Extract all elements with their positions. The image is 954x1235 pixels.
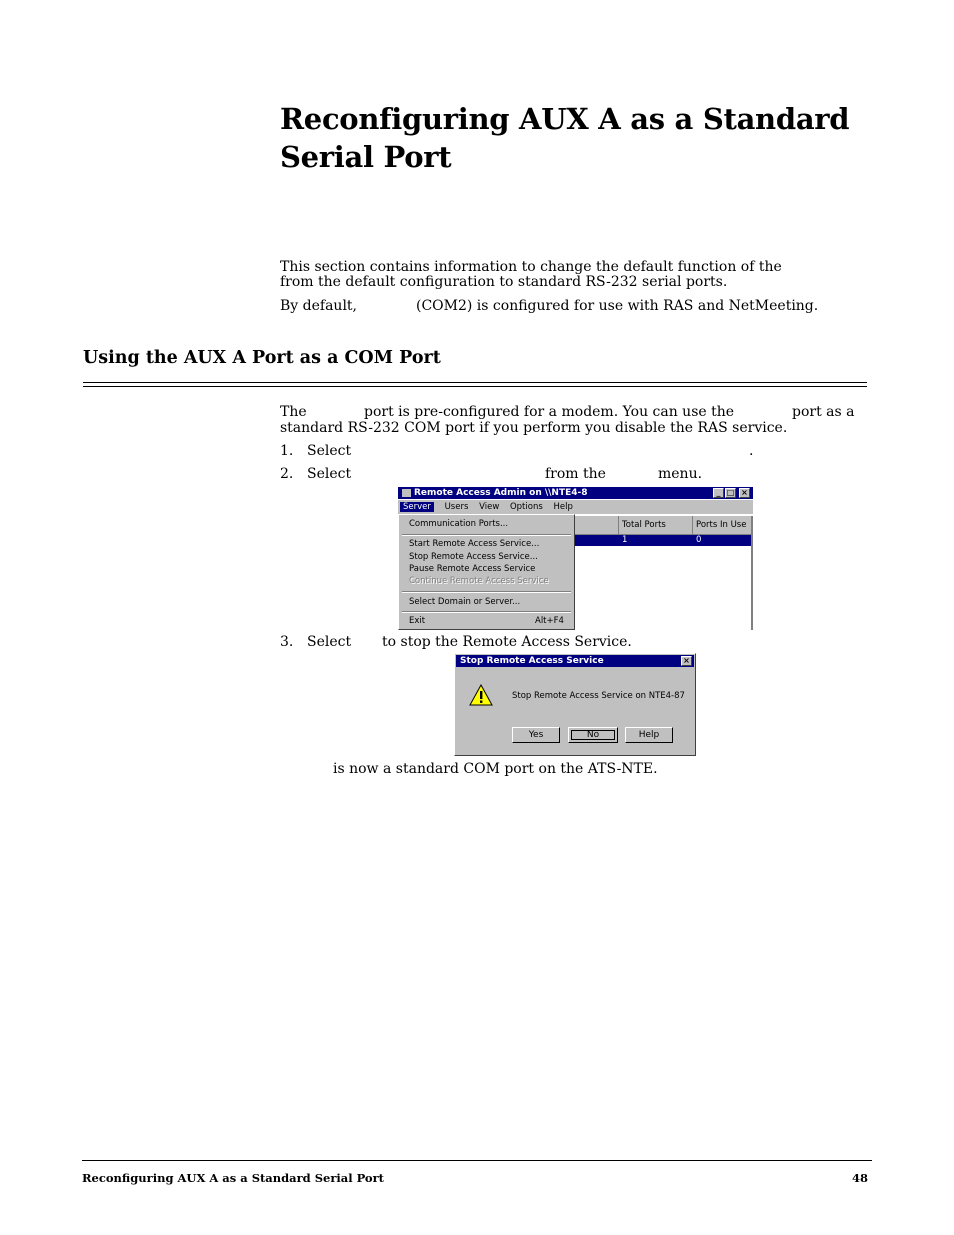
footer-rule: [82, 1160, 872, 1161]
step3-number: 3.: [280, 634, 294, 650]
menu-separator: [402, 591, 571, 593]
help-button[interactable]: Help: [625, 727, 673, 743]
menu-item-stop-ras[interactable]: Stop Remote Access Service...: [409, 552, 538, 562]
list-header: [568, 516, 753, 535]
minimize-icon[interactable]: _: [713, 488, 724, 498]
dialog-title: Stop Remote Access Service: [460, 656, 604, 666]
close-icon[interactable]: ×: [681, 656, 692, 666]
para-line2: standard RS-232 COM port if you perform you disable the RAS service.: [280, 420, 788, 436]
menu-item-select-domain[interactable]: Select Domain or Server...: [409, 597, 521, 607]
para-mid: port is pre-configured for a modem. You can use the: [364, 404, 735, 420]
step1-number: 1.: [280, 443, 294, 459]
step2-number: 2.: [280, 466, 294, 482]
conclusion-text: is now a standard COM port on the ATS-NTE.: [333, 761, 658, 777]
menu-view[interactable]: View: [479, 502, 500, 512]
page-title: [280, 100, 880, 176]
para-end: port as a: [792, 404, 855, 420]
maximize-icon[interactable]: □: [726, 488, 735, 497]
warning-icon: [469, 684, 493, 706]
default-prefix: By default,: [280, 298, 357, 314]
column-ports-in-use[interactable]: Ports In Use: [696, 520, 747, 530]
server-dropdown-menu: [398, 514, 575, 630]
step2-from: from the: [545, 466, 606, 482]
menu-item-exit-shortcut: Alt+F4: [535, 616, 564, 626]
row-total-ports: 1: [622, 535, 628, 545]
window-right-edge: [751, 516, 753, 630]
page-title-line1: Reconfiguring AUX A as a Standard: [280, 102, 850, 136]
admin-window-title: Remote Access Admin on \\NTE4-8: [414, 488, 588, 498]
stop-ras-dialog: [454, 653, 696, 756]
step1-text: Select: [307, 443, 352, 459]
no-button[interactable]: No: [568, 727, 618, 743]
menu-item-continue-ras: Continue Remote Access Service: [409, 576, 549, 586]
menu-help[interactable]: Help: [553, 502, 573, 512]
column-divider: [618, 516, 619, 534]
row-ports-in-use: 0: [696, 535, 702, 545]
dialog-message: Stop Remote Access Service on NTE4-87: [512, 691, 685, 701]
footer-section-title: Reconfiguring AUX A as a Standard Serial Port: [82, 1171, 384, 1185]
app-icon: [402, 489, 411, 497]
yes-button[interactable]: Yes: [512, 727, 560, 743]
page-number: 48: [852, 1171, 869, 1185]
step3-rest: to stop the Remote Access Service.: [382, 634, 632, 650]
column-total-ports[interactable]: Total Ports: [622, 520, 666, 530]
step1-period: .: [749, 443, 754, 459]
section-heading: Using the AUX A Port as a COM Port: [83, 348, 441, 368]
page-title-line2: Serial Port: [280, 140, 452, 174]
para-the: The: [280, 404, 307, 420]
default-suffix: (COM2) is configured for use with RAS and NetMeeting.: [416, 298, 819, 314]
heading-rule-top: [83, 382, 867, 383]
step2-menu: menu.: [658, 466, 703, 482]
remote-access-admin-screenshot: [398, 487, 753, 630]
intro-line2: from the default configuration to standard RS-232 serial ports.: [280, 274, 728, 290]
table-row[interactable]: [568, 535, 753, 546]
admin-window-titlebar: [398, 487, 753, 499]
menu-options[interactable]: Options: [509, 502, 543, 512]
step3-text: Select: [307, 634, 352, 650]
menu-item-pause-ras[interactable]: Pause Remote Access Service: [409, 564, 536, 574]
column-divider: [692, 516, 693, 534]
heading-rule-bottom: [83, 386, 867, 387]
admin-menubar: [398, 500, 753, 514]
menu-separator: [402, 611, 571, 613]
menu-item-communication-ports[interactable]: Communication Ports...: [409, 519, 509, 529]
menu-server[interactable]: Server: [400, 502, 434, 512]
intro-line1: This section contains information to change the default function of the: [280, 259, 782, 275]
menu-separator: [402, 534, 571, 536]
menu-item-exit[interactable]: Exit: [409, 616, 426, 626]
dialog-titlebar: [456, 655, 694, 667]
close-icon[interactable]: ×: [739, 488, 750, 498]
menu-item-start-ras[interactable]: Start Remote Access Service...: [409, 539, 540, 549]
step2-text: Select: [307, 466, 352, 482]
menu-users[interactable]: Users: [444, 502, 469, 512]
